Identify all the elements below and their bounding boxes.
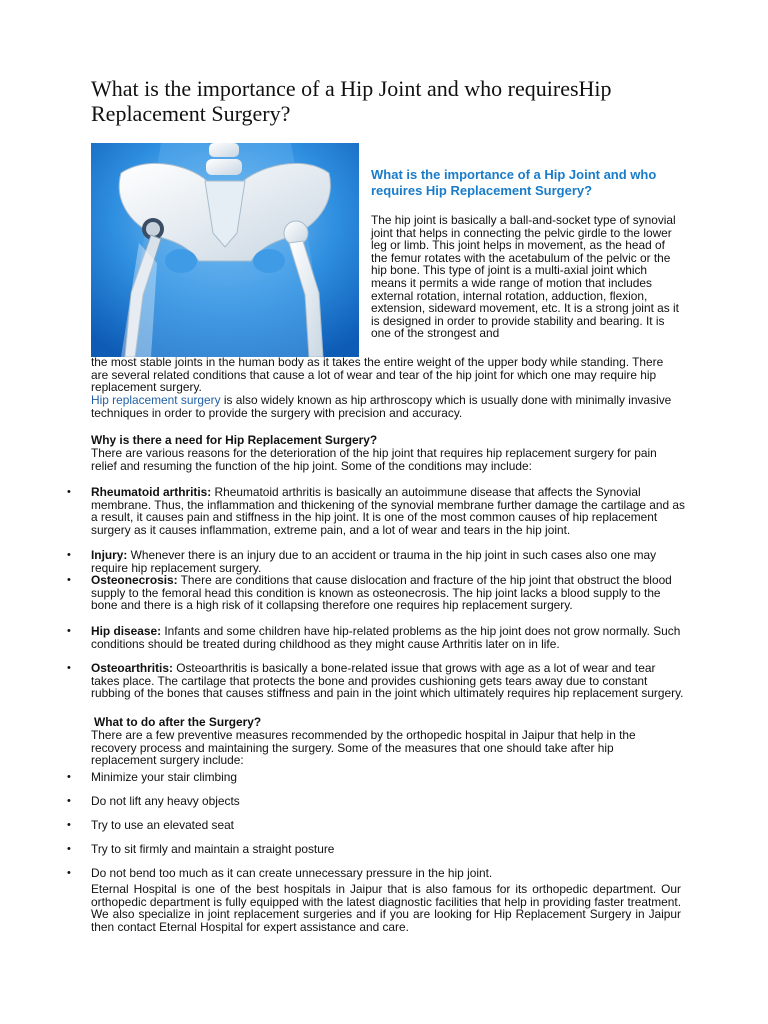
- section-heading-importance: What is the importance of a Hip Joint and who requires Hip Replacement Surgery?: [371, 167, 657, 198]
- list-item: [67, 573, 687, 625]
- measure-text: Try to use an elevated seat: [91, 818, 234, 832]
- hip-joint-illustration: [91, 143, 359, 357]
- section-heading-need: [91, 434, 681, 447]
- condition-term: Osteoarthritis:: [91, 661, 173, 675]
- measure-text: Try to sit firmly and maintain a straight posture: [91, 842, 335, 856]
- measure-text: Do not lift any heavy objects: [91, 794, 240, 808]
- after-heading-text: What to do after the Surgery?: [94, 715, 262, 729]
- condition-text: Infants and some children have hip-related problems as the hip joint does not grow normally. Such conditions should be treated during childhood as they might cause Arthritis later on in life.: [91, 624, 681, 651]
- bullet-icon: •: [67, 549, 71, 561]
- hip-replacement-paragraph-text: is also widely known as hip arthroscopy which is usually done with minimally invasive techniques in order to provide the surgery with precision and accuracy.: [91, 393, 672, 420]
- measure-text: Minimize your stair climbing: [91, 770, 238, 784]
- bullet-icon: •: [67, 574, 71, 586]
- measures-list: [67, 770, 687, 881]
- condition-term: Injury:: [91, 548, 128, 562]
- conditions-list: [67, 485, 687, 713]
- condition-term: Rheumatoid arthritis:: [91, 485, 212, 499]
- need-intro-paragraph: There are various reasons for the deterioration of the hip joint that requires hip replacement surgery for pain relief and resuming the function of the hip joint. Some of the conditions may include:: [91, 446, 657, 473]
- bullet-icon: •: [67, 771, 71, 783]
- list-item: [67, 842, 687, 867]
- condition-text: Rheumatoid arthritis is basically an autoimmune disease that affects the Synovial membrane. Thus, the inflammation and thickening of the synovial membrane further damage the cartilage and as a result, it causes pain and stiffness in the hip joint. It is one of the most common causes of hip replacement surgery as it causes inflammation, extreme pain, and a lot of wear and tears in the hip joint.: [91, 485, 685, 537]
- list-item: [67, 794, 687, 819]
- list-item: [67, 485, 687, 549]
- list-item: [67, 624, 687, 662]
- section-heading-after: [94, 716, 684, 729]
- condition-term: Hip disease:: [91, 624, 162, 638]
- intro-paragraph: The hip joint is basically a ball-and-socket type of synovial joint that helps in connecting the pelvic girdle to the lower leg or limb. This joint helps in movement, as the head of the femur rotates with the acetabulum of the pelvic or the hip bone. This type of joint is a multi-axial joint which means it permits a wide range of motion that includes external rotation, internal rotation, adduction, flexion, extension, sideward movement, etc. It is a strong joint as it is designed in order to provide stability and bearing. It is one of the strongest and: [371, 213, 679, 341]
- list-item: [67, 661, 687, 713]
- bullet-icon: •: [67, 819, 71, 831]
- document-title: What is the importance of a Hip Joint and who requiresHip Replacement Surgery?: [91, 76, 612, 126]
- closing-paragraph: Eternal Hospital is one of the best hospitals in Jaipur that is also famous for its orthopedic department. Our orthopedic department is fully equipped with the latest diagnostic facilities that help in providing faster treatment. We also specialize in joint replacement surgeries and if you are looking for Hip Replacement Surgery in Jaipur then contact Eternal Hospital for expert assistance and care.: [91, 882, 681, 934]
- bullet-icon: •: [67, 486, 71, 498]
- hip-replacement-paragraph: [91, 394, 681, 419]
- condition-term: Osteonecrosis:: [91, 573, 178, 587]
- list-item: [67, 548, 687, 575]
- measure-text: Do not bend too much as it can create unnecessary pressure in the hip joint.: [91, 866, 493, 880]
- condition-text: Osteoarthritis is basically a bone-related issue that grows with age as a lot of wear and tear takes place. The cartilage that protects the bone and provides cushioning gets tears away due to constant rubbing of the bones that causes stiffness and pain in the joint which ultimately requires hip replacement surgery.: [91, 661, 684, 701]
- bullet-icon: •: [67, 867, 71, 879]
- bullet-icon: •: [67, 795, 71, 807]
- hip-replacement-surgery-link[interactable]: Hip replacement surgery: [91, 393, 221, 407]
- list-item: [67, 818, 687, 843]
- need-heading-text: Why is there a need for Hip Replacement Surgery?: [91, 433, 378, 447]
- list-item: [67, 770, 687, 795]
- bullet-icon: •: [67, 625, 71, 637]
- bullet-icon: •: [67, 843, 71, 855]
- bullet-icon: •: [67, 662, 71, 674]
- after-intro-paragraph: There are a few preventive measures recommended by the orthopedic hospital in Jaipur that help in the recovery process and maintaining the surgery. Some of the measures that one should take after hip replacement surgery include:: [91, 728, 636, 768]
- intro-continued-paragraph: the most stable joints in the human body as it takes the entire weight of the upper body while standing. There are several related conditions that cause a lot of wear and tear of the hip joint for which one may require hip replacement surgery.: [91, 355, 664, 395]
- condition-text: There are conditions that cause dislocation and fracture of the hip joint that obstruct the blood supply to the femoral head this condition is known as osteonecrosis. The hip joint lacks a blood supply to the bone and there is a high risk of it collapsing therefore one requires hip replacement surgery.: [91, 573, 672, 613]
- condition-text: Whenever there is an injury due to an accident or trauma in the hip joint in such cases also one may require hip replacement surgery.: [91, 548, 657, 575]
- list-item: [67, 866, 687, 881]
